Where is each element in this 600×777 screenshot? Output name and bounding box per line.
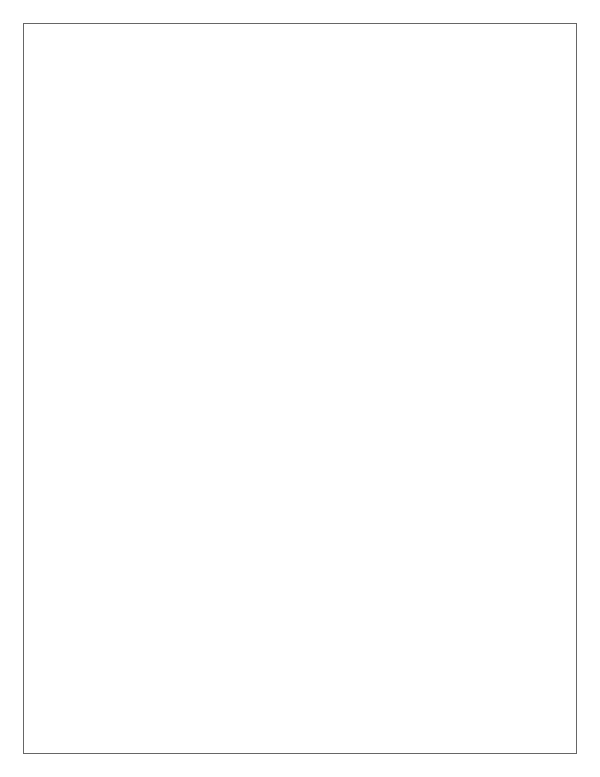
page-frame	[23, 23, 577, 754]
worksheet-content	[48, 47, 556, 60]
